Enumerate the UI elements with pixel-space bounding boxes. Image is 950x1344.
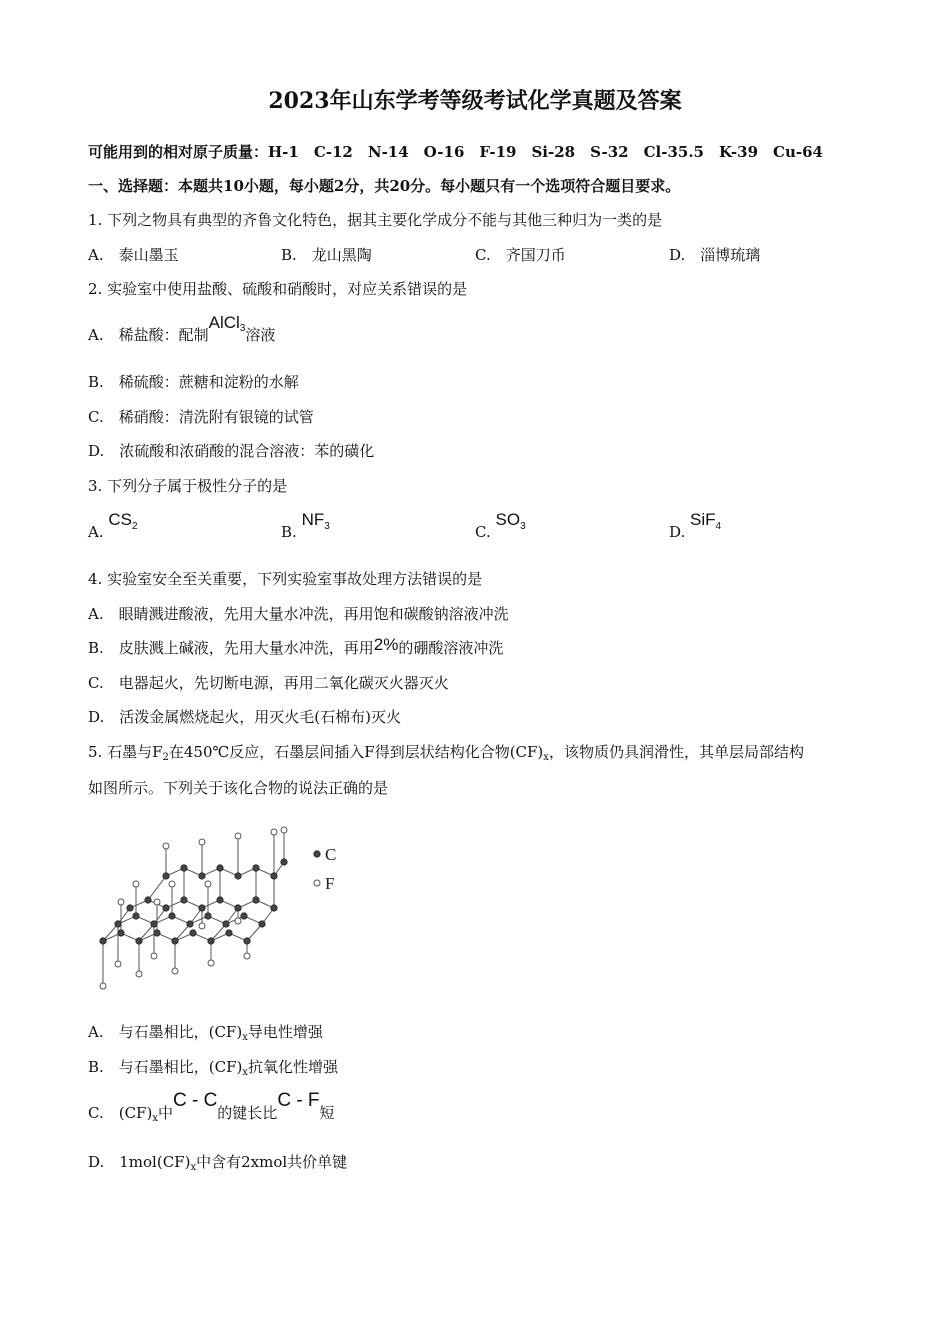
- percent-2: 2%: [373, 635, 399, 654]
- option-b: B. $NF_3$: [281, 510, 330, 541]
- bond-c-f: C - F: [277, 1090, 320, 1111]
- question-5-stem-line2: 如图所示。下列关于该化合物的说法正确的是: [88, 779, 389, 797]
- option-a: A. 泰山墨玉: [88, 246, 179, 264]
- formula-alcl3: AlCl$_3$: [208, 313, 246, 334]
- option-d: D. 淄博琉璃: [669, 246, 761, 264]
- legend-fluorine-icon: [314, 880, 320, 886]
- formula-so3: $SO_3$: [495, 510, 526, 532]
- question-2-stem: 2. 实验室中使用盐酸、硫酸和硝酸时，对应关系错误的是: [88, 280, 468, 298]
- legend-fluorine-label: F: [325, 874, 335, 893]
- atomic-masses: 可能用到的相对原子质量：H-1 C-12 N-14 O-16 F-19 Si-28 S-32 Cl-35.5 K-39 Cu-64: [88, 143, 823, 161]
- formula-nf3: $NF_3$: [301, 510, 330, 532]
- diagram-legend: [314, 845, 337, 893]
- question-2-option-a: [88, 313, 890, 351]
- option-c: C. $SO_3$: [475, 510, 526, 541]
- question-5-option-b: B. 与石墨相比，$(CF)_x$抗氧化性增强: [88, 1058, 339, 1078]
- question-2-option-c: C. 稀硝酸：清洗附有银镜的试管: [88, 408, 314, 426]
- question-4-option-d: D. 活泼金属燃烧起火，用灭火毛(石棉布)灭火: [88, 708, 401, 726]
- legend-carbon-icon: [314, 851, 320, 857]
- question-2-option-b: B. 稀硫酸：蔗糖和淀粉的水解: [88, 373, 299, 391]
- question-4-option-b: B. 皮肤溅上碱液，先用大量水冲洗，再用2%的硼酸溶液冲洗: [88, 635, 504, 657]
- option-a-text-end: 溶液: [245, 326, 276, 344]
- option-d: D. SiF$_4$: [669, 510, 722, 541]
- page-title: 2023年山东学考等级考试化学真题及答案: [268, 88, 682, 114]
- question-4-option-c: C. 电器起火，先切断电源，再用二氧化碳灭火器灭火: [88, 674, 449, 692]
- legend-carbon-label: C: [325, 845, 337, 864]
- section-heading: 一、选择题：本题共10小题，每小题2分，共20分。每小题只有一个选项符合题目要求。: [88, 177, 681, 195]
- option-a: A. $CS_2$: [88, 510, 138, 541]
- question-5-option-c: C. $(CF)_x$中C - C的键长比C - F短: [88, 1090, 335, 1124]
- option-b: B. 龙山黑陶: [281, 246, 372, 264]
- bond-c-c: C - C: [172, 1090, 218, 1111]
- question-5-option-d: D. $1mol(CF)_x$中含有2xmol共价单键: [88, 1153, 348, 1173]
- option-a-text: A. 稀盐酸：配制: [88, 326, 209, 344]
- question-4-stem: 4. 实验室安全至关重要，下列实验室事故处理方法错误的是: [88, 570, 483, 588]
- question-2-option-d: D. 浓硫酸和浓硝酸的混合溶液：苯的磺化: [88, 442, 375, 460]
- option-c: C. 齐国刀币: [475, 246, 566, 264]
- question-3-stem: 3. 下列分子属于极性分子的是: [88, 477, 288, 495]
- formula-sif4: SiF$_4$: [690, 510, 722, 532]
- carbon-atoms: [100, 859, 287, 944]
- question-5-stem-line1: 5. 石墨与$F_2$在450℃反应，石墨层间插入F得到层状结构化合物$(CF)_x$，该物质仍具润滑性，其单层局部结构: [88, 743, 804, 763]
- cf-structure-diagram: [88, 816, 358, 996]
- question-5-option-a: A. 与石墨相比，$(CF)_x$导电性增强: [88, 1023, 323, 1043]
- formula-cs2: $CS_2$: [108, 510, 138, 532]
- question-4-option-a: A. 眼睛溅进酸液，先用大量水冲洗，再用饱和碳酸钠溶液冲洗: [88, 605, 509, 623]
- question-1-stem: 1. 下列之物具有典型的齐鲁文化特色，据其主要化学成分不能与其他三种归为一类的是: [88, 211, 663, 229]
